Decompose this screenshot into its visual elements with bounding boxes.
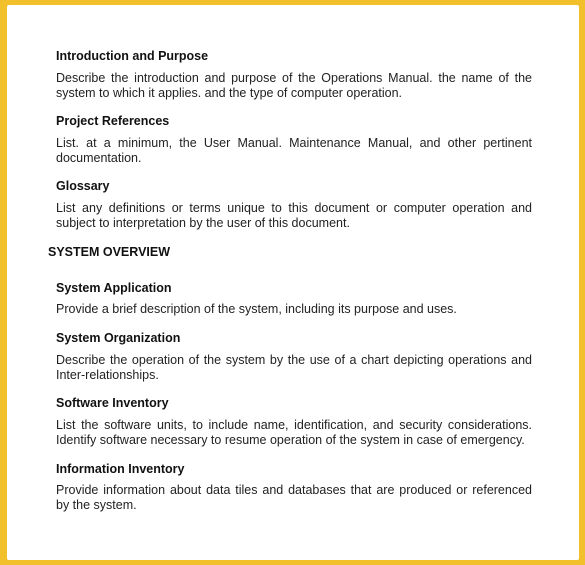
document-page [7, 5, 579, 560]
paragraph-system-organization: Describe the operation of the system by the use of a chart depicting operations and Inter-relationships. [56, 353, 532, 382]
heading-project-references: Project References [56, 114, 170, 128]
paragraph-software-inventory: List the software units, to include name, identification, and security considerations. Identify software necessary to resume operation of the system in case of emergency. [56, 418, 532, 447]
paragraph-glossary: List any definitions or terms unique to this document or computer operation and subject to interpretation by the user of this document. [56, 201, 532, 230]
paragraph-introduction-and-purpose: Describe the introduction and purpose of the Operations Manual. the name of the system to which it applies. and the type of computer operation. [56, 71, 532, 100]
paragraph-system-application: Provide a brief description of the system, including its purpose and uses. [56, 302, 457, 316]
paragraph-project-references: List. at a minimum, the User Manual. Maintenance Manual, and other pertinent documentation. [56, 136, 532, 165]
heading-information-inventory: Information Inventory [56, 462, 185, 476]
heading-introduction-and-purpose: Introduction and Purpose [56, 49, 209, 63]
heading-system-application: System Application [56, 281, 172, 295]
document-body [7, 5, 579, 560]
section-heading-system-overview: SYSTEM OVERVIEW [48, 245, 171, 259]
paragraph-information-inventory: Provide information about data tiles and databases that are produced or referenced by the system. [56, 483, 532, 512]
heading-glossary: Glossary [56, 179, 110, 193]
heading-software-inventory: Software Inventory [56, 396, 169, 410]
heading-system-organization: System Organization [56, 331, 181, 345]
